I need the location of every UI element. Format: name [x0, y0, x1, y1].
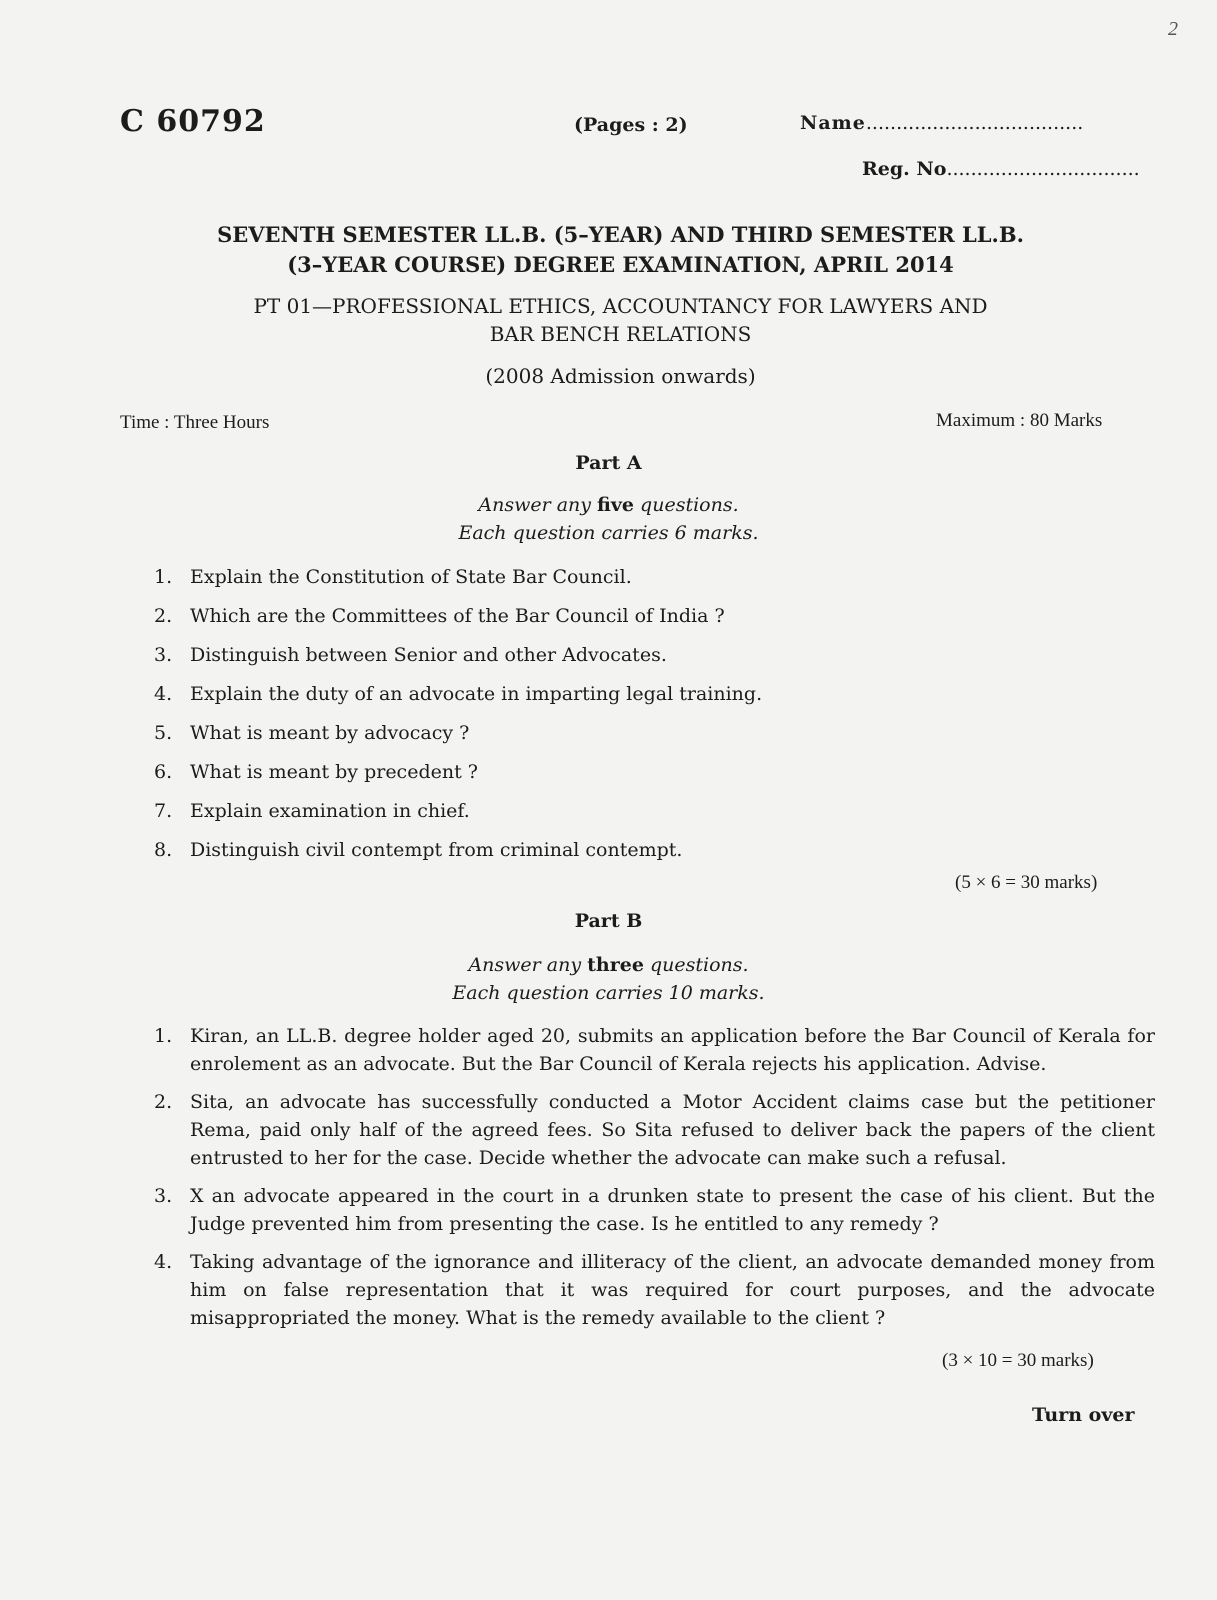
part-a-instruction [0, 494, 1217, 516]
question-number: 2. [154, 1091, 173, 1113]
part-b-marks-note: Each question carries 10 marks. [452, 982, 765, 1004]
question-text: Distinguish civil contempt from criminal contempt. [190, 839, 683, 861]
question-item [154, 1182, 1155, 1238]
question-number: 7. [154, 800, 173, 822]
part-b-question-list [154, 1022, 1155, 1342]
name-field [800, 112, 1083, 134]
question-number: 3. [154, 644, 173, 666]
part-b-instruction [0, 954, 1217, 976]
subject-line-2: BAR BENCH RELATIONS [489, 322, 752, 346]
part-a-marks-note: Each question carries 6 marks. [458, 522, 759, 544]
question-text: Explain the Constitution of State Bar Council. [190, 566, 632, 588]
question-item [154, 1248, 1155, 1332]
subject-line-1: PT 01—PROFESSIONAL ETHICS, ACCOUNTANCY FOR LAWYERS AND [253, 294, 988, 318]
part-a-instr-pre: Answer any [478, 494, 591, 516]
question-number: 4. [154, 683, 173, 705]
name-dots: .................................... [865, 112, 1084, 134]
part-b-instr-count: three [587, 954, 644, 976]
question-item [154, 680, 762, 719]
question-text: What is meant by advocacy ? [190, 722, 470, 744]
question-text: Explain the duty of an advocate in imparting legal training. [190, 683, 763, 705]
question-number: 1. [154, 566, 173, 588]
question-item [154, 836, 762, 875]
question-number: 3. [154, 1185, 173, 1207]
part-a-instr-post: questions. [640, 494, 739, 516]
question-number: 1. [154, 1025, 173, 1047]
exam-title-line-1: SEVENTH SEMESTER LL.B. (5–YEAR) AND THIRD SEMESTER LL.B. [217, 222, 1024, 247]
time-allowed: Time : Three Hours [120, 412, 270, 433]
question-item [154, 797, 762, 836]
part-b-heading: Part B [574, 910, 643, 932]
part-b-total-marks: (3 × 10 = 30 marks) [942, 1350, 1094, 1371]
exam-title-line-2: (3–YEAR COURSE) DEGREE EXAMINATION, APRIL 2014 [287, 252, 954, 277]
reg-no-label: Reg. No [862, 158, 947, 180]
question-text: Kiran, an LL.B. degree holder aged 20, submits an application before the Bar Council of Kerala for enrolement as an advocate. But the Bar Council of Kerala rejects his application. Advise. [190, 1025, 1155, 1075]
part-b-instr-pre: Answer any [468, 954, 582, 976]
part-b-instr-post: questions. [649, 954, 749, 976]
paper-code: C 60792 [120, 104, 266, 139]
question-item [154, 602, 762, 641]
question-item [154, 758, 762, 797]
question-text: Explain examination in chief. [190, 800, 470, 822]
question-item [154, 641, 762, 680]
name-label: Name [800, 112, 866, 134]
handwritten-page-mark: 2 [1168, 18, 1178, 40]
maximum-marks: Maximum : 80 Marks [936, 410, 1103, 431]
question-number: 5. [154, 722, 173, 744]
question-text: Sita, an advocate has successfully conducted a Motor Accident claims case but the petitioner Rema, paid only half of the agreed fees. So Sita refused to deliver back the papers of the client entrusted to her for the case. Decide whether the advocate can make such a refusal. [190, 1091, 1155, 1169]
question-text: Distinguish between Senior and other Advocates. [190, 644, 667, 666]
page-count: (Pages : 2) [574, 114, 688, 136]
question-number: 4. [154, 1251, 173, 1273]
question-item [154, 1022, 1155, 1078]
part-a-question-list [154, 563, 762, 875]
question-text: X an advocate appeared in the court in a drunken state to present the case of his client. But the Judge prevented him from presenting the case. Is he entitled to any remedy ? [190, 1185, 1155, 1235]
question-text: What is meant by precedent ? [190, 761, 478, 783]
question-number: 8. [154, 839, 173, 861]
turn-over-note: Turn over [1032, 1404, 1135, 1426]
part-a-heading: Part A [575, 452, 642, 474]
admission-note: (2008 Admission onwards) [485, 364, 756, 388]
reg-no-field [862, 158, 1140, 180]
part-a-instr-count: five [597, 494, 634, 516]
question-item [154, 719, 762, 758]
part-a-total-marks: (5 × 6 = 30 marks) [955, 872, 1098, 893]
question-number: 6. [154, 761, 173, 783]
question-text: Which are the Committees of the Bar Council of India ? [190, 605, 725, 627]
question-text: Taking advantage of the ignorance and illiteracy of the client, an advocate demanded money from him on false representation that it was required for court purposes, and the advocate misappropriated the money. What is the remedy available to the client ? [190, 1251, 1155, 1329]
question-number: 2. [154, 605, 173, 627]
question-item [154, 563, 762, 602]
reg-no-dots: ................................ [946, 158, 1140, 180]
question-item [154, 1088, 1155, 1172]
